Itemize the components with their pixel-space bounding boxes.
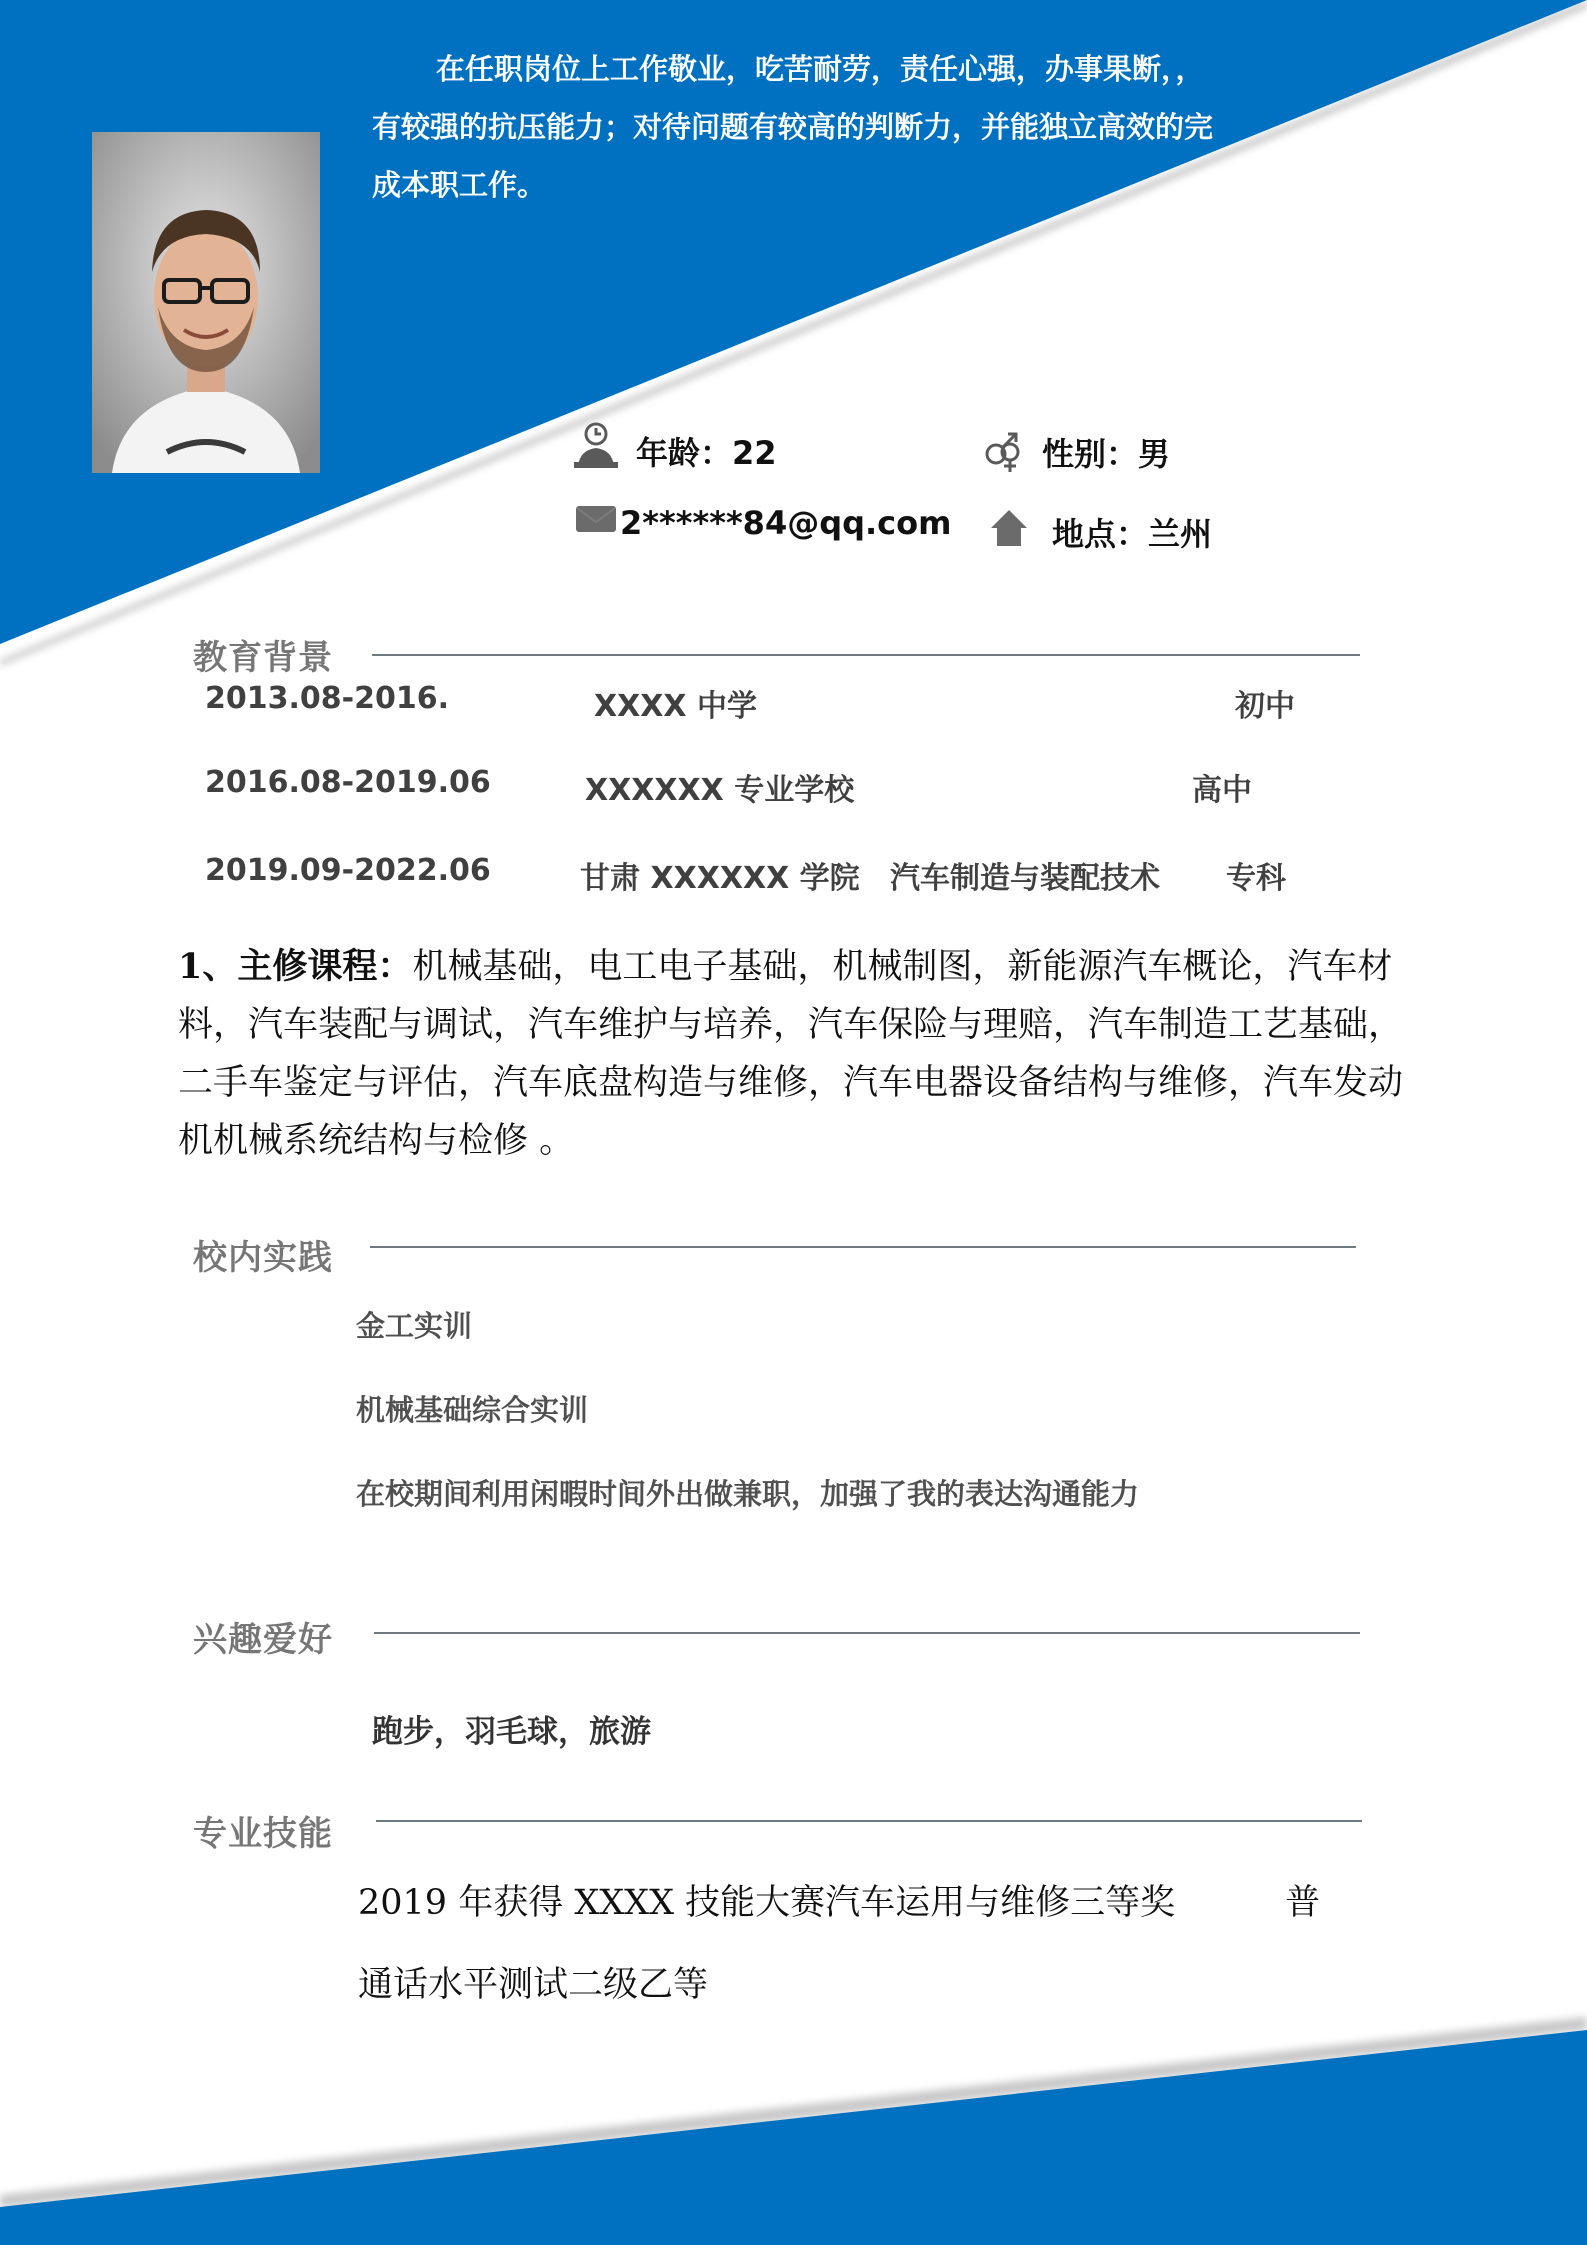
education-row [0,853,1587,897]
education-level: 初中 [1235,689,1295,724]
skills-line2: 通话水平测试二级乙等 [358,1965,709,2005]
hobbies-divider [374,1632,1360,1634]
education-level: 高中 [1192,773,1252,808]
hobbies-title: 兴趣爱好 [193,1620,333,1660]
education-period: 2019.09-2022.06 [205,853,491,888]
bottom-banner [0,2030,1587,2245]
email-info [576,504,951,542]
profile-photo [92,132,320,473]
hobbies-section-header [193,1612,333,1661]
practice-section-header [193,1230,333,1279]
person-clock-icon [570,422,622,480]
education-title: 教育背景 [193,638,333,678]
education-period: 2016.08-2019.06 [205,765,491,800]
skills-line1: 2019 年获得 XXXX 技能大赛汽车运用与维修三等奖 [358,1883,1176,1923]
education-school: XXXX 中学 [594,689,757,724]
education-section-header [193,630,333,679]
practice-title: 校内实践 [193,1238,333,1278]
education-school: XXXXXX 专业学校 [585,773,855,808]
skills-title: 专业技能 [193,1814,333,1854]
education-row [0,765,1587,809]
self-introduction: 在任职岗位上工作敬业，吃苦耐劳，责任心强，办事果断，，有较强的抗压能力；对待问题有较高的判断力，并能独立高效的完成本职工作。 [372,52,1214,202]
education-row [0,681,1587,725]
major-courses [178,938,1418,1170]
gender-info [976,422,1170,482]
hobbies-text: 跑步，羽毛球，旅游 [372,1714,651,1750]
education-major: 汽车制造与装配技术 [890,861,1160,896]
education-level: 专科 [1226,861,1286,896]
gender-text: 性别：男 [1042,435,1171,473]
skills-divider [376,1820,1362,1822]
education-period: 2013.08-2016. [205,681,449,716]
age-info [570,422,777,480]
education-divider [372,654,1360,656]
location-text: 地点：兰州 [1052,515,1213,553]
practice-item: 在校期间利用闲暇时间外出做兼职，加强了我的表达沟通能力 [356,1477,1140,1511]
skills-line1-tail: 普 [1285,1883,1321,1923]
skills-section-header [193,1806,333,1855]
home-icon [990,508,1028,556]
gender-icon [976,422,1028,482]
education-school: 甘肃 XXXXXX 学院 [580,861,860,896]
practice-item: 金工实训 [356,1309,473,1343]
location-info [990,508,1212,556]
envelope-icon [576,504,616,542]
courses-lead: 1、主修课程： [178,946,413,987]
practice-item: 机械基础综合实训 [356,1393,589,1427]
email-text: 2******84@qq.com [620,504,952,542]
courses-text: 机械基础，电工电子基础，机械制图，新能源汽车概论，汽车材料，汽车装配与调试，汽车维护与培养，汽车保险与理赔，汽车制造工艺基础，二手车鉴定与评估，汽车底盘构造与维修，汽车电器设备结构与维修，汽车发动机机械系统结构与检修 。 [178,947,1404,1161]
practice-divider [370,1246,1356,1248]
skills-text [358,1862,1408,2026]
age-text: 年龄：22 [636,434,777,472]
